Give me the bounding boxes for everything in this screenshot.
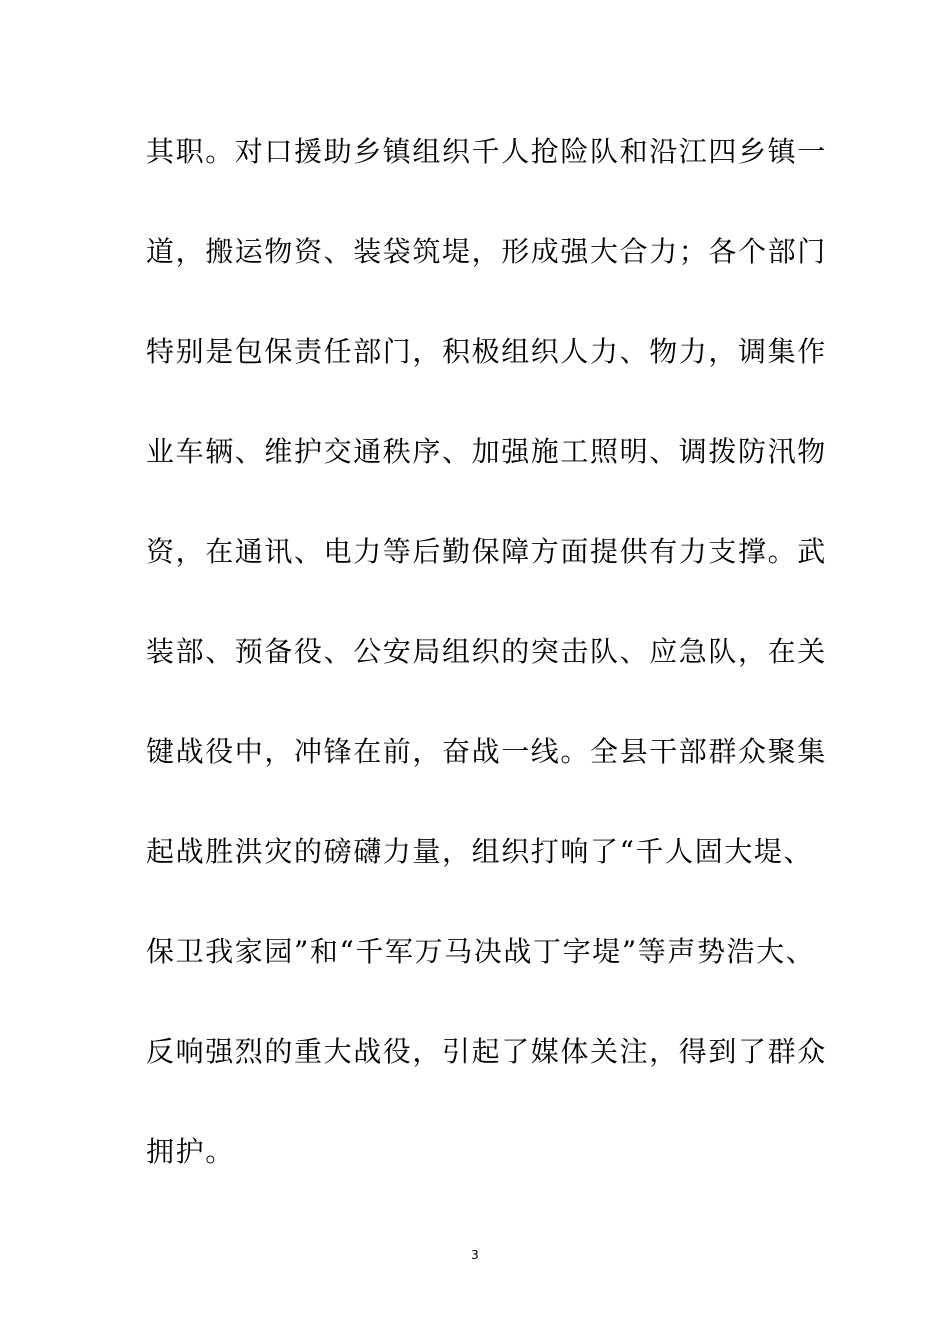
text-line: 键战役中，冲锋在前，奋战一线。全县干部群众聚集	[146, 735, 827, 768]
text-line: 资，在通讯、电力等后勤保障方面提供有力支撑。武	[146, 535, 827, 568]
text-line: 反响强烈的重大战役，引起了媒体关注，得到了群众	[146, 1035, 827, 1068]
text-line: 道，搬运物资、装袋筑堤，形成强大合力；各个部门	[146, 235, 827, 268]
text-line: 业车辆、维护交通秩序、加强施工照明、调拨防汛物	[146, 435, 827, 468]
body-text	[146, 124, 846, 1224]
page-number: 3	[471, 1248, 479, 1262]
text-line: 其职。对口援助乡镇组织千人抢险队和沿江四乡镇一	[146, 135, 827, 168]
text-line: 保卫我家园”和“千军万马决战丁字堤”等声势浩大、	[146, 935, 816, 968]
text-line: 拥护。	[146, 1135, 235, 1168]
text-line: 装部、预备役、公安局组织的突击队、应急队，在关	[146, 635, 827, 668]
text-line: 起战胜洪灾的磅礴力量，组织打响了“千人固大堤、	[146, 835, 814, 868]
text-line: 特别是包保责任部门，积极组织人力、物力，调集作	[146, 335, 827, 368]
